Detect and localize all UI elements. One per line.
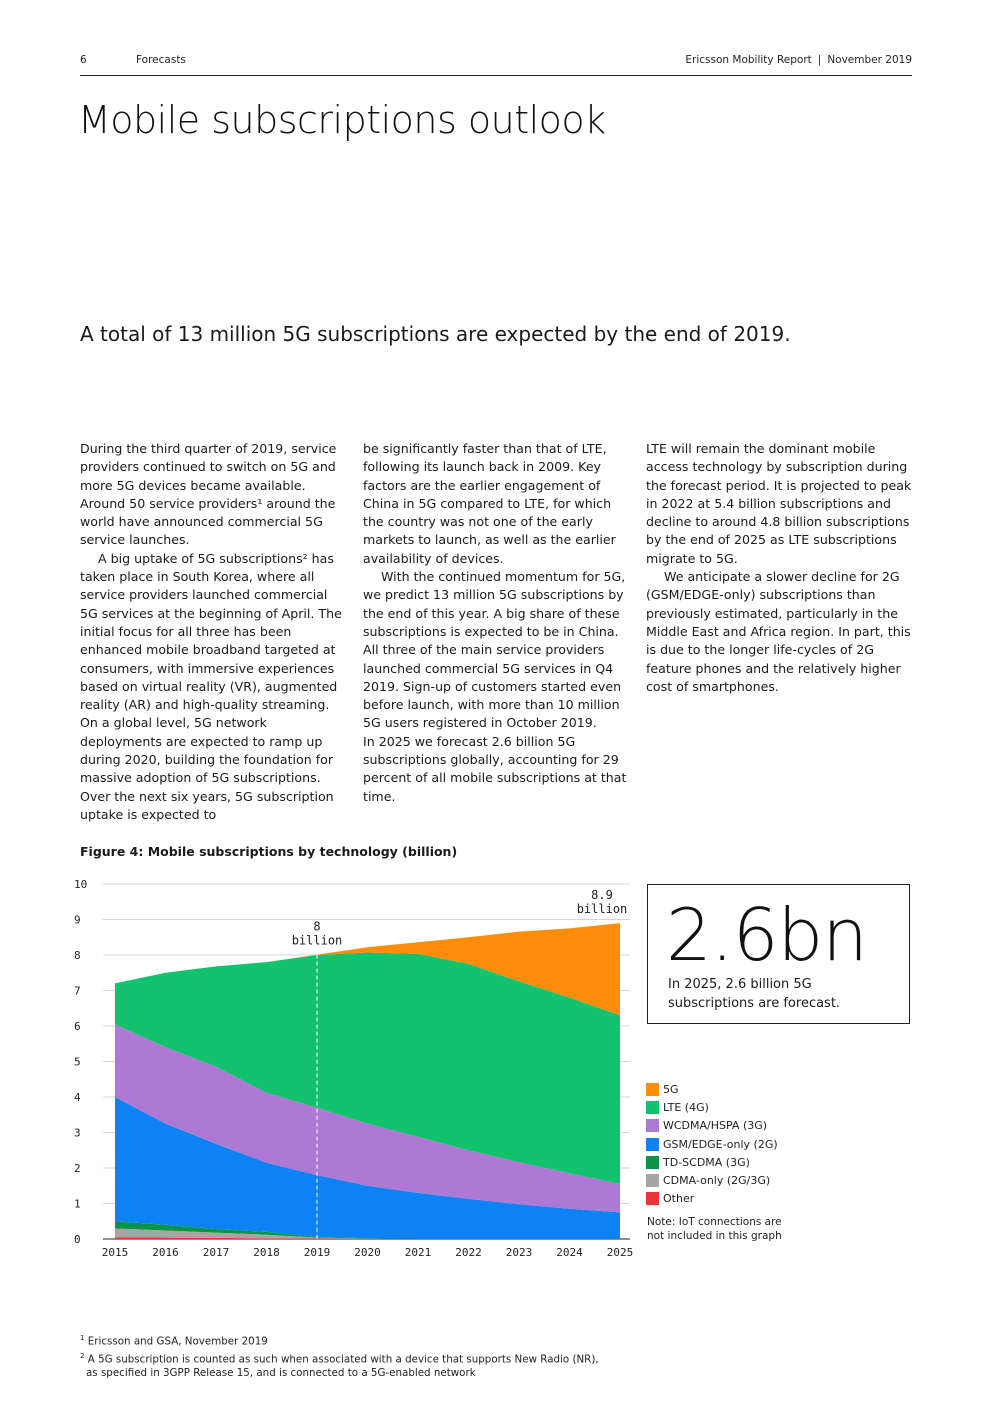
- x-tick-label: 2016: [152, 1246, 179, 1259]
- body-column-3: [646, 440, 914, 696]
- annotation-2019-value: 8: [313, 919, 321, 934]
- annotation-2025-value: 8.9: [591, 888, 613, 903]
- legend-item: [646, 1098, 778, 1116]
- legend-label: TD-SCDMA (3G): [663, 1155, 750, 1169]
- publication-info: Ericsson Mobility Report | November 2019: [685, 54, 912, 66]
- chart-svg: [70, 872, 640, 1267]
- y-tick-label: 1: [74, 1197, 81, 1211]
- legend-label: CDMA-only (2G/3G): [663, 1174, 771, 1188]
- x-tick-label: 2018: [253, 1246, 280, 1259]
- legend-item: [646, 1171, 778, 1189]
- y-tick-label: 10: [74, 878, 88, 891]
- x-tick-label: 2022: [455, 1246, 482, 1259]
- y-tick-label: 6: [74, 1020, 81, 1033]
- section-name: Forecasts: [136, 54, 186, 66]
- callout-box: [647, 884, 910, 1024]
- x-tick-label: 2025: [606, 1246, 634, 1259]
- paragraph: During the third quarter of 2019, service providers continued to switch on 5G and more 5G devices became available. Around 50 service providers¹ around the world have announced commercial 5G service launches.: [80, 441, 337, 548]
- paragraph: In 2025 we forecast 2.6 billion 5G subscriptions globally, accounting for 29 percent of all mobile subscriptions at that time.: [363, 733, 627, 804]
- paragraph: LTE will remain the dominant mobile access technology by subscription during the forecast period. It is projected to peak in 2022 at 5.4 billion subscriptions and decline to around 4.8 billion subscriptions by the end of 2025 as LTE subscriptions migrate to 5G.: [646, 441, 912, 566]
- page-number: 6: [80, 54, 87, 66]
- footnote-2-cont: as specified in 3GPP Release 15, and is connected to a 5G-enabled network: [86, 1367, 476, 1380]
- page-header: [80, 53, 912, 76]
- legend-label: Other: [663, 1192, 695, 1206]
- legend-item: [646, 1190, 778, 1208]
- x-tick-label: 2021: [404, 1246, 432, 1259]
- legend-swatch: [646, 1138, 659, 1151]
- legend-item: [646, 1153, 778, 1171]
- footnote-2: $^2$ A 5G subscription is counted as such when associated with a device that supports New Radio (NR),: [80, 1351, 599, 1366]
- legend-item: [646, 1080, 778, 1098]
- y-tick-label: 4: [74, 1091, 81, 1104]
- subscriptions-chart: [70, 872, 640, 1271]
- paragraph: A big uptake of 5G subscriptions² has taken place in South Korea, where all service providers launched commercial 5G services at the beginning of April. The initial focus for all three has been enhanced mobile broadband targeted at consumers, with immersive experiences based on virtual reality (VR), augmented reality (AR) and high-quality streaming. On a global level, 5G network deployments are expected to ramp up during 2020, building the foundation for massive adoption of 5G subscriptions. Over the next six years, 5G subscription uptake is expected to: [80, 550, 342, 822]
- figure-caption: Figure 4: Mobile subscriptions by technology (billion): [80, 844, 458, 859]
- y-tick-label: 8: [74, 949, 81, 962]
- y-tick-label: 3: [74, 1126, 81, 1140]
- legend-label: 5G: [663, 1082, 679, 1096]
- legend-swatch: [646, 1101, 659, 1114]
- callout-number: 2.6bn: [666, 893, 867, 977]
- annotation-2019-unit: billion: [291, 933, 343, 948]
- x-tick-label: 2020: [354, 1246, 381, 1259]
- legend-swatch: [646, 1192, 659, 1205]
- y-tick-label: 0: [74, 1233, 81, 1246]
- x-tick-label: 2017: [202, 1246, 230, 1259]
- footnotes: [80, 1331, 599, 1381]
- paragraph: We anticipate a slower decline for 2G (GSM/EDGE-only) subscriptions than previously estimated, particularly in the Middle East and Africa region. In part, this is due to the longer life-cycles of 2G feature phones and the relatively higher cost of smartphones.: [646, 569, 911, 694]
- x-tick-label: 2023: [505, 1246, 533, 1259]
- publication-date: November 2019: [827, 54, 912, 66]
- legend-item: [646, 1135, 778, 1153]
- paragraph: With the continued momentum for 5G, we predict 13 million 5G subscriptions by the end of this year. A big share of these subscriptions is expected to be in China. All three of the main service providers launched commercial 5G services in Q4 2019. Sign-up of customers started even before launch, with more than 10 million 5G users registered in October 2019.: [363, 569, 626, 731]
- body-column-2: [363, 440, 631, 806]
- lead-statement: A total of 13 million 5G subscriptions are expected by the end of 2019.: [80, 322, 791, 346]
- legend-item: [646, 1117, 778, 1135]
- legend-label: GSM/EDGE-only (2G): [663, 1137, 778, 1151]
- page-title: Mobile subscriptions outlook: [78, 98, 606, 142]
- chart-legend: [646, 1080, 778, 1208]
- legend-swatch: [646, 1174, 659, 1187]
- y-tick-label: 7: [74, 984, 81, 998]
- y-tick-label: 2: [74, 1162, 81, 1175]
- x-tick-label: 2019: [303, 1246, 331, 1259]
- callout-text: In 2025, 2.6 billion 5G subscriptions are forecast.: [668, 977, 841, 1011]
- publication-title: Ericsson Mobility Report: [685, 54, 812, 66]
- legend-label: LTE (4G): [663, 1100, 709, 1114]
- x-tick-label: 2015: [101, 1246, 129, 1259]
- legend-swatch: [646, 1083, 659, 1096]
- legend-label: WCDMA/HSPA (3G): [663, 1119, 768, 1133]
- legend-swatch: [646, 1119, 659, 1132]
- body-column-1: [80, 440, 348, 824]
- y-tick-label: 5: [74, 1055, 81, 1069]
- chart-note: Note: IoT connections are not included in this graph: [647, 1216, 782, 1242]
- legend-swatch: [646, 1156, 659, 1169]
- y-tick-label: 9: [74, 913, 81, 927]
- x-tick-label: 2024: [556, 1246, 583, 1259]
- footnote-1: $^1$ Ericsson and GSA, November 2019: [80, 1334, 268, 1348]
- paragraph: be significantly faster than that of LTE, following its launch back in 2009. Key factors are the earlier engagement of China in 5G compared to LTE, for which the country was not one of the early markets to launch, as well as the earlier availability of devices.: [363, 441, 616, 566]
- annotation-2025-unit: billion: [576, 902, 628, 917]
